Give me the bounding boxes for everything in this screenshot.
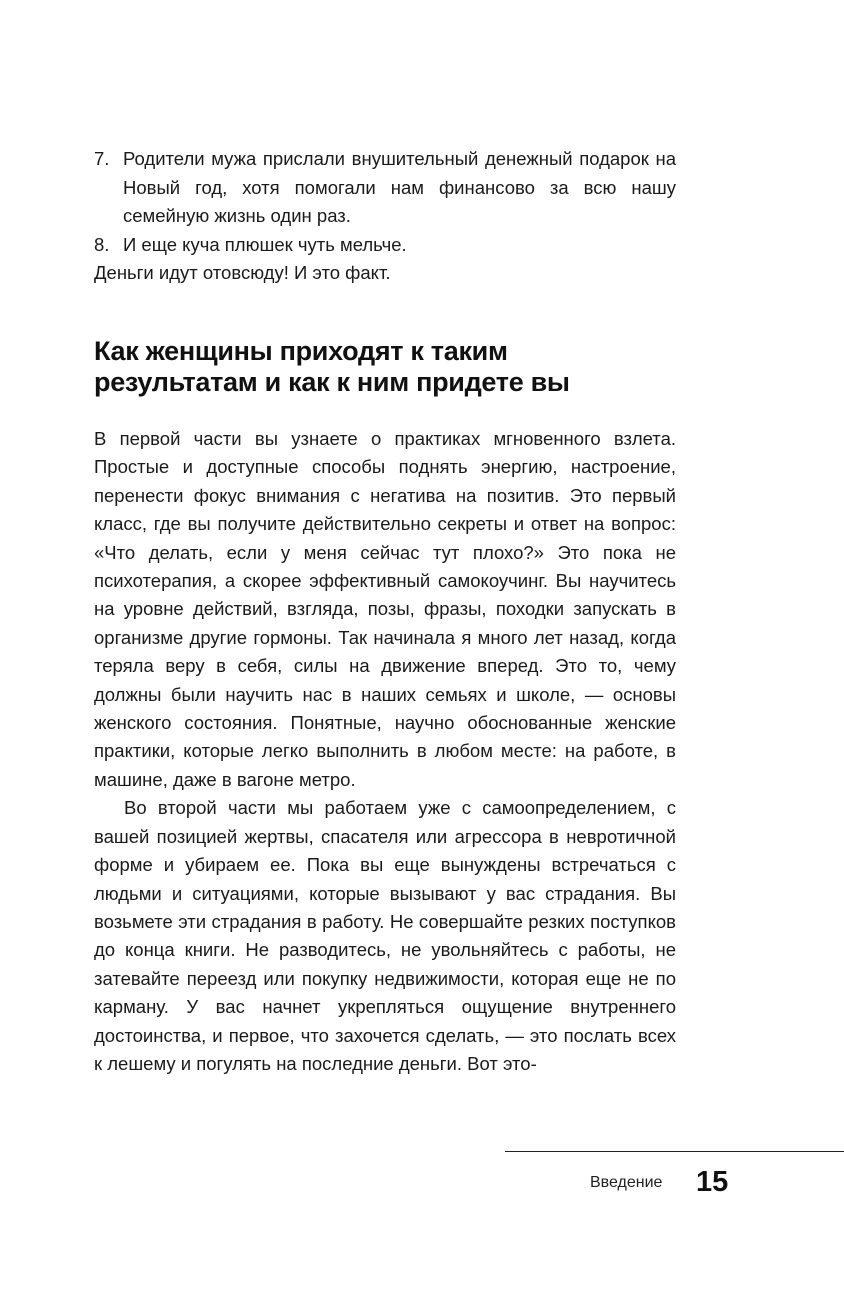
list-item <box>94 145 676 231</box>
list-number: 8. <box>94 233 110 255</box>
footer-divider <box>505 1151 844 1152</box>
heading-line-1: Как женщины приходят к таким <box>94 336 508 366</box>
section-heading <box>94 336 694 398</box>
list-text: И еще куча плюшек чуть мельче. <box>123 233 407 255</box>
page-number: 15 <box>696 1166 729 1198</box>
numbered-list <box>94 145 676 288</box>
paragraph: В первой части вы узнаете о практиках мгновенного взлета. Простые и доступные способы поднять энергию, настроение, перенести фокус внимания с негатива на позитив. Это первый класс, где вы получите действительно секреты и ответ на вопрос: «Что делать, если у меня сейчас тут плохо?» Это пока не психотерапия, а скорее эффективный самокоучинг. Вы научитесь на уровне действий, взгляда, позы, фразы, походки запускать в организме другие гормоны. Так начинала я много лет назад, когда теряла веру в себя, силы на движение вперед. Это то, чему должны были научить нас в наших семьях и школе, — основы женского состояния. Понятные, научно обоснованные женские практики, которые легко выполнить в любом месте: на работе, в машине, даже в вагоне метро. <box>94 428 676 790</box>
body-text <box>94 425 676 1078</box>
list-number: 7. <box>94 148 110 169</box>
heading-line-2: результатам и как к ним придете вы <box>94 367 570 397</box>
closing-line: Деньги идут отовсюду! И это факт. <box>94 262 391 283</box>
paragraph: Во второй части мы работаем уже с самоопределением, с вашей позицией жертвы, спасателя или агрессора в невротичной форме и убираем ее. Пока вы еще вынуждены встречаться с людьми и ситуациями, которые вызывают у вас страдания. Вы возьмете эти страдания в работу. Не совершайте резких поступков до конца книги. Не разводитесь, не увольняйтесь с работы, не затевайте переезд или покупку недвижимости, которая еще не по карману. У вас начнет укрепляться ощущение внутреннего достоинства, и первое, что захочется сделать, — это послать всех к лешему и погулять на последние деньги. Вот это- <box>94 797 676 1074</box>
list-item <box>94 231 676 260</box>
list-text: Родители мужа прислали внушительный денежный подарок на Новый год, хотя помогали нам финансово за всю нашу семейную жизнь один раз. <box>123 148 676 226</box>
running-footer-section: Введение <box>590 1174 663 1191</box>
